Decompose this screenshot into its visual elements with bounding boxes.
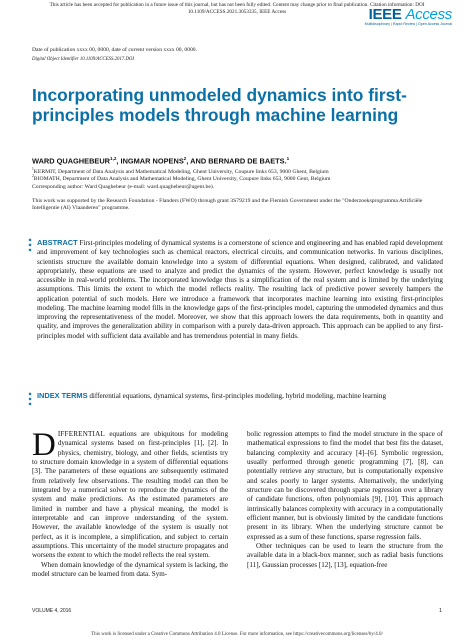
- author-2: , INGMAR NOPENS: [116, 156, 184, 166]
- lead-word: IFFERENTIAL: [57, 430, 105, 438]
- intro-paragraph-2: When domain knowledge of the dynamical system is lacking, the model structure can be learned from data. Sym-: [32, 560, 228, 579]
- index-terms: [37, 391, 443, 401]
- abstract-margin-marks: ◆ ◆ ◆: [28, 237, 32, 252]
- logo-tagline: Multidisciplinary | Rapid Review | Open Access Journal: [364, 22, 452, 26]
- index-terms-text: differential equations, dynamical systems, first-principles modeling, hybrid modeling, machine learning: [89, 392, 387, 400]
- footer-page-number: 1: [438, 608, 442, 614]
- logo-access-text: Access: [405, 6, 452, 23]
- body-column-right: [247, 430, 443, 570]
- logo-ieee-text: IEEE: [368, 6, 402, 23]
- banner-line-2: 10.1109/ACCESS.2021.3053335, IEEE Access: [187, 8, 287, 15]
- paper-title: Incorporating unmodeled dynamics into first-principles models through machine learning: [32, 85, 407, 125]
- affiliation-2-text: BIOMATH, Department of Data Analysis and Mathematical Modeling, Ghent University, Coupure links 653, 9000 Gent, Belgium: [33, 175, 331, 182]
- body-column-left: [32, 427, 228, 580]
- corresponding-author: Corresponding author: Ward Quaghebeur (e-mail: ward.quaghebeur@ugent.be).: [32, 184, 215, 190]
- index-terms-label: INDEX TERMS: [37, 391, 88, 400]
- affiliation-2: $^2$BIOMATH, Department of Data Analysis and Mathematical Modeling, Ghent University, Coupure links 653, 9000 Gent, Belgium: [32, 174, 331, 182]
- author-1: WARD QUAGHEBEUR: [32, 156, 111, 166]
- publication-dates: Date of publication xxxx 00, 0000, date of current version xxxx 00, 0000.: [32, 47, 197, 53]
- intro-paragraph-3: bolic regression attempts to find the model structure in the space of mathematical expressions to find the model that best fits the dataset, balancing complexity and accuracy [4]–[6]. Symbolic regression, usually performed through genetic programming [7], [8], can potentially retrieve any structure, but is computationally expensive and scales poorly to larger systems. Alternatively, the underlying structure can be discovered through sparse regression over a library of candidate functions, often polynomials [9], [10]. This approach intrinsically balances complexity with accuracy in a computationally efficient manner, but is obviously limited by the candidate functions present in its library. When the underlying structure cannot be expressed as a sum of these functions, sparse regression fails.: [247, 430, 443, 541]
- affiliation-1-text: KERMIT, Department of Data Analysis and Mathematical Modeling, Ghent University, Coupure links 653, 9000 Ghent, Belgium: [33, 168, 329, 175]
- author-3-sup: 1: [286, 156, 290, 161]
- abstract: [37, 238, 443, 341]
- index-margin-marks: ◆ ◆ ◆: [28, 391, 32, 406]
- author-2-sup: 2: [183, 156, 187, 161]
- footer-license: This work is licensed under a Creative Commons Attribution 4.0 License. For more information, see https://creativecommons.org/licenses/by/4.0/: [91, 632, 383, 637]
- affiliation-1: $^1$KERMIT, Department of Data Analysis and Mathematical Modeling, Ghent University, Coupure links 653, 9000 Ghent, Belgium: [32, 167, 329, 175]
- banner-line-1: This article has been accepted for publication in a future issue of this journal, but has not been fully edited. Content may change prior to final publication. Citation information: DOI: [49, 2, 425, 8]
- abstract-label: ABSTRACT: [37, 238, 78, 247]
- abstract-text: First-principles modeling of dynamical systems is a cornerstone of science and engineering and has enabled rapid development and improvement of key technologies such as chemical reactors, electrical circuits, and communication networks. In various disciplines, scientists structure the available domain knowledge into a system of differential equations. When designed, calibrated, and validated appropriately, these equations are used to analyze and predict the dynamics of the system. However, perfect knowledge is usually not accessible in real-world problems. The incorporated knowledge thus is a simplification of the real system and is limited by the underlying assumptions. This limits the extent to which the model reflects reality. The resulting lack of predictive power severely hampers the application potential of such models. Here we introduce a framework that incorporates machine learning into existing first-principles modeling. The machine learning model fills in the knowledge gaps of the first-principles model, capturing the unmodeled dynamics and thus improving the representativeness of the model. Moreover, we show that this approach lowers the data requirements, both in quantity and quality, and improves the generalization ability in comparison with a purely data-driven approach. This approach can be applied to any first-principles model with sufficient data available and has tremendous potential in many fields.: [37, 239, 443, 340]
- doi-line: Digital Object Identifier 10.1109/ACCESS.2017.DOI: [32, 57, 134, 62]
- funding-note: This work was supported by the Research Foundation - Flanders (FWO) through grant 3S79219 and the Flemish Government under the "Onderzoeksprogramma Artificiële Intelligentie (AI) Vlaanderen" programme.: [32, 198, 423, 212]
- drop-cap: D: [32, 427, 56, 463]
- footer-volume: VOLUME 4, 2016: [32, 608, 72, 614]
- author-3: , AND BERNARD DE BAETS.: [186, 156, 287, 166]
- intro-text-1: equations are ubiquitous for modeling dynamical systems based on first-principles [1], [2]. In physics, chemistry, biology, and other fields, scientists try to structure domain knowledge in a system of differential equations [3]. The parameters of these equations are subsequently estimated from relatively few observations. The resulting model can then be integrated by a numerical solver to reproduce the dynamics of the system and make predictions. As the estimated parameters are limited in number and have a physical meaning, the model is interpretable and can improve understanding of the system. However, the available knowledge of the system is usually not perfect, as it is incomplete, a simplification, and subject to certain assumptions. This uncertainty of the model structure propagates and worsens the extent to which the model reflects the real system.: [32, 430, 228, 560]
- ieee-access-logo: [365, 7, 452, 27]
- intro-paragraph-4: Other techniques can be used to learn the structure from the available data in a black-box manner, such as radial basis functions [11], Gaussian processes [12], [13], equation-free: [247, 542, 443, 569]
- intro-paragraph-1: [32, 427, 228, 561]
- author-1-sup: 1,2: [110, 156, 117, 161]
- author-list: [32, 156, 289, 165]
